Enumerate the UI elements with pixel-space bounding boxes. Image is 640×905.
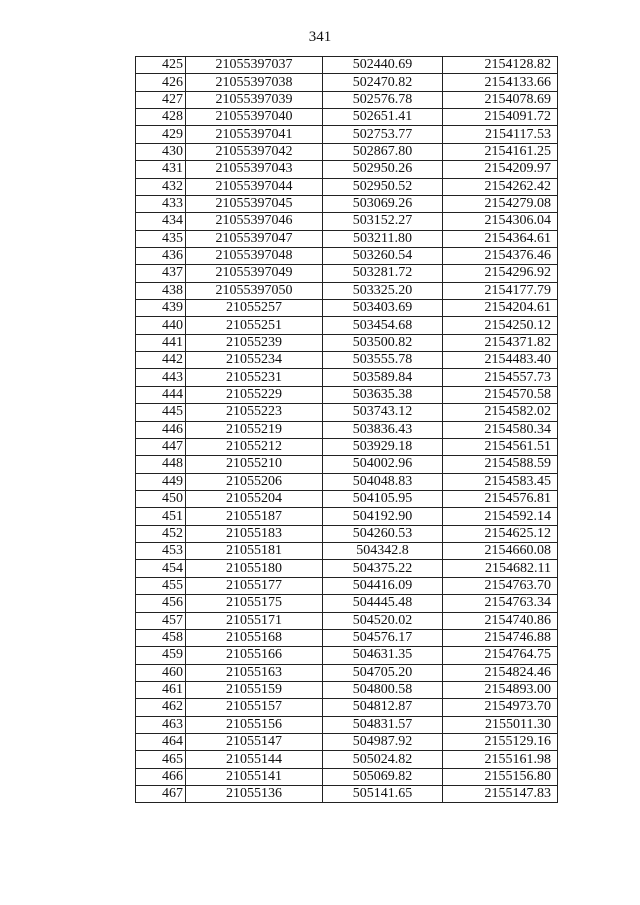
x-coordinate-cell: 503325.20 (323, 282, 443, 299)
x-coordinate-cell: 503555.78 (323, 352, 443, 369)
row-number-cell: 447 (136, 438, 186, 455)
table-row (136, 386, 558, 403)
x-coordinate-cell: 502950.52 (323, 178, 443, 195)
y-coordinate-cell: 2154824.46 (443, 664, 558, 681)
id-code-cell: 21055397048 (186, 247, 323, 264)
id-code-cell: 21055180 (186, 560, 323, 577)
id-code-cell: 21055397041 (186, 126, 323, 143)
y-coordinate-cell: 2154576.81 (443, 490, 558, 507)
y-coordinate-cell: 2154973.70 (443, 699, 558, 716)
x-coordinate-cell: 503069.26 (323, 195, 443, 212)
y-coordinate-cell: 2154306.04 (443, 213, 558, 230)
id-code-cell: 21055257 (186, 300, 323, 317)
row-number-cell: 461 (136, 681, 186, 698)
id-code-cell: 21055204 (186, 490, 323, 507)
x-coordinate-cell: 502950.26 (323, 161, 443, 178)
x-coordinate-cell: 504800.58 (323, 681, 443, 698)
table-row (136, 768, 558, 785)
table-row (136, 91, 558, 108)
id-code-cell: 21055183 (186, 525, 323, 542)
id-code-cell: 21055397043 (186, 161, 323, 178)
table-row (136, 647, 558, 664)
y-coordinate-cell: 2154570.58 (443, 386, 558, 403)
table-row (136, 300, 558, 317)
y-coordinate-cell: 2154483.40 (443, 352, 558, 369)
id-code-cell: 21055177 (186, 577, 323, 594)
row-number-cell: 450 (136, 490, 186, 507)
table-row (136, 560, 558, 577)
id-code-cell: 21055163 (186, 664, 323, 681)
y-coordinate-cell: 2154117.53 (443, 126, 558, 143)
table-row (136, 490, 558, 507)
row-number-cell: 427 (136, 91, 186, 108)
id-code-cell: 21055144 (186, 751, 323, 768)
id-code-cell: 21055397045 (186, 195, 323, 212)
id-code-cell: 21055231 (186, 369, 323, 386)
row-number-cell: 456 (136, 595, 186, 612)
row-number-cell: 426 (136, 74, 186, 91)
table-row (136, 681, 558, 698)
row-number-cell: 449 (136, 473, 186, 490)
y-coordinate-cell: 2154204.61 (443, 300, 558, 317)
y-coordinate-cell: 2154128.82 (443, 57, 558, 74)
id-code-cell: 21055251 (186, 317, 323, 334)
x-coordinate-cell: 503500.82 (323, 334, 443, 351)
row-number-cell: 463 (136, 716, 186, 733)
id-code-cell: 21055397040 (186, 109, 323, 126)
table-row (136, 612, 558, 629)
id-code-cell: 21055397037 (186, 57, 323, 74)
id-code-cell: 21055181 (186, 543, 323, 560)
table-row (136, 265, 558, 282)
x-coordinate-cell: 504705.20 (323, 664, 443, 681)
y-coordinate-cell: 2154091.72 (443, 109, 558, 126)
id-code-cell: 21055206 (186, 473, 323, 490)
y-coordinate-cell: 2154682.11 (443, 560, 558, 577)
row-number-cell: 442 (136, 352, 186, 369)
x-coordinate-cell: 504416.09 (323, 577, 443, 594)
table-row (136, 473, 558, 490)
table-row (136, 421, 558, 438)
y-coordinate-cell: 2154746.88 (443, 629, 558, 646)
table-row (136, 734, 558, 751)
row-number-cell: 425 (136, 57, 186, 74)
table-row (136, 74, 558, 91)
y-coordinate-cell: 2154557.73 (443, 369, 558, 386)
id-code-cell: 21055136 (186, 786, 323, 803)
id-code-cell: 21055187 (186, 508, 323, 525)
table-row (136, 629, 558, 646)
x-coordinate-cell: 503281.72 (323, 265, 443, 282)
row-number-cell: 438 (136, 282, 186, 299)
y-coordinate-cell: 2155156.80 (443, 768, 558, 785)
row-number-cell: 465 (136, 751, 186, 768)
y-coordinate-cell: 2154364.61 (443, 230, 558, 247)
table-row (136, 751, 558, 768)
row-number-cell: 440 (136, 317, 186, 334)
x-coordinate-cell: 504375.22 (323, 560, 443, 577)
y-coordinate-cell: 2154763.70 (443, 577, 558, 594)
y-coordinate-cell: 2155161.98 (443, 751, 558, 768)
y-coordinate-cell: 2154250.12 (443, 317, 558, 334)
table-row (136, 525, 558, 542)
y-coordinate-cell: 2154764.75 (443, 647, 558, 664)
row-number-cell: 458 (136, 629, 186, 646)
row-number-cell: 459 (136, 647, 186, 664)
x-coordinate-cell: 503589.84 (323, 369, 443, 386)
row-number-cell: 444 (136, 386, 186, 403)
id-code-cell: 21055397039 (186, 91, 323, 108)
table-row (136, 126, 558, 143)
y-coordinate-cell: 2154209.97 (443, 161, 558, 178)
row-number-cell: 441 (136, 334, 186, 351)
x-coordinate-cell: 503454.68 (323, 317, 443, 334)
table-row (136, 213, 558, 230)
table-row (136, 438, 558, 455)
y-coordinate-cell: 2154740.86 (443, 612, 558, 629)
x-coordinate-cell: 503260.54 (323, 247, 443, 264)
x-coordinate-cell: 503211.80 (323, 230, 443, 247)
row-number-cell: 462 (136, 699, 186, 716)
x-coordinate-cell: 504831.57 (323, 716, 443, 733)
table-row (136, 786, 558, 803)
id-code-cell: 21055239 (186, 334, 323, 351)
id-code-cell: 21055397044 (186, 178, 323, 195)
y-coordinate-cell: 2154561.51 (443, 438, 558, 455)
id-code-cell: 21055156 (186, 716, 323, 733)
id-code-cell: 21055397049 (186, 265, 323, 282)
x-coordinate-cell: 502470.82 (323, 74, 443, 91)
coordinates-table-body (136, 57, 558, 803)
x-coordinate-cell: 504048.83 (323, 473, 443, 490)
x-coordinate-cell: 504631.35 (323, 647, 443, 664)
x-coordinate-cell: 503635.38 (323, 386, 443, 403)
y-coordinate-cell: 2154660.08 (443, 543, 558, 560)
y-coordinate-cell: 2154078.69 (443, 91, 558, 108)
row-number-cell: 439 (136, 300, 186, 317)
row-number-cell: 428 (136, 109, 186, 126)
x-coordinate-cell: 505069.82 (323, 768, 443, 785)
x-coordinate-cell: 504342.8 (323, 543, 443, 560)
table-row (136, 282, 558, 299)
y-coordinate-cell: 2154582.02 (443, 404, 558, 421)
id-code-cell: 21055223 (186, 404, 323, 421)
x-coordinate-cell: 503152.27 (323, 213, 443, 230)
table-row (136, 352, 558, 369)
id-code-cell: 21055159 (186, 681, 323, 698)
y-coordinate-cell: 2154133.66 (443, 74, 558, 91)
page-number: 341 (308, 29, 332, 45)
id-code-cell: 21055175 (186, 595, 323, 612)
row-number-cell: 445 (136, 404, 186, 421)
table-row (136, 508, 558, 525)
table-row (136, 109, 558, 126)
x-coordinate-cell: 504812.87 (323, 699, 443, 716)
table-row (136, 577, 558, 594)
row-number-cell: 455 (136, 577, 186, 594)
id-code-cell: 21055168 (186, 629, 323, 646)
id-code-cell: 21055147 (186, 734, 323, 751)
row-number-cell: 467 (136, 786, 186, 803)
x-coordinate-cell: 504002.96 (323, 456, 443, 473)
row-number-cell: 433 (136, 195, 186, 212)
y-coordinate-cell: 2154580.34 (443, 421, 558, 438)
x-coordinate-cell: 503743.12 (323, 404, 443, 421)
id-code-cell: 21055171 (186, 612, 323, 629)
row-number-cell: 443 (136, 369, 186, 386)
row-number-cell: 457 (136, 612, 186, 629)
y-coordinate-cell: 2154296.92 (443, 265, 558, 282)
row-number-cell: 464 (136, 734, 186, 751)
table-row (136, 317, 558, 334)
row-number-cell: 429 (136, 126, 186, 143)
table-row (136, 456, 558, 473)
table-row (136, 334, 558, 351)
table-row (136, 247, 558, 264)
coordinates-table (135, 56, 558, 803)
x-coordinate-cell: 502753.77 (323, 126, 443, 143)
id-code-cell: 21055229 (186, 386, 323, 403)
row-number-cell: 432 (136, 178, 186, 195)
y-coordinate-cell: 2155147.83 (443, 786, 558, 803)
table-row (136, 664, 558, 681)
row-number-cell: 454 (136, 560, 186, 577)
row-number-cell: 431 (136, 161, 186, 178)
x-coordinate-cell: 503929.18 (323, 438, 443, 455)
id-code-cell: 21055397050 (186, 282, 323, 299)
id-code-cell: 21055219 (186, 421, 323, 438)
table-row (136, 595, 558, 612)
row-number-cell: 446 (136, 421, 186, 438)
y-coordinate-cell: 2154262.42 (443, 178, 558, 195)
table-row (136, 57, 558, 74)
id-code-cell: 21055397038 (186, 74, 323, 91)
id-code-cell: 21055212 (186, 438, 323, 455)
id-code-cell: 21055166 (186, 647, 323, 664)
y-coordinate-cell: 2154625.12 (443, 525, 558, 542)
x-coordinate-cell: 504105.95 (323, 490, 443, 507)
x-coordinate-cell: 503836.43 (323, 421, 443, 438)
row-number-cell: 448 (136, 456, 186, 473)
id-code-cell: 21055397042 (186, 143, 323, 160)
table-row (136, 404, 558, 421)
id-code-cell: 21055397047 (186, 230, 323, 247)
x-coordinate-cell: 504987.92 (323, 734, 443, 751)
row-number-cell: 453 (136, 543, 186, 560)
table-row (136, 716, 558, 733)
row-number-cell: 436 (136, 247, 186, 264)
y-coordinate-cell: 2154177.79 (443, 282, 558, 299)
row-number-cell: 434 (136, 213, 186, 230)
y-coordinate-cell: 2154588.59 (443, 456, 558, 473)
table-row (136, 369, 558, 386)
row-number-cell: 437 (136, 265, 186, 282)
table-row (136, 230, 558, 247)
id-code-cell: 21055234 (186, 352, 323, 369)
id-code-cell: 21055210 (186, 456, 323, 473)
x-coordinate-cell: 504576.17 (323, 629, 443, 646)
x-coordinate-cell: 504192.90 (323, 508, 443, 525)
x-coordinate-cell: 504445.48 (323, 595, 443, 612)
y-coordinate-cell: 2154763.34 (443, 595, 558, 612)
row-number-cell: 452 (136, 525, 186, 542)
x-coordinate-cell: 503403.69 (323, 300, 443, 317)
row-number-cell: 460 (136, 664, 186, 681)
x-coordinate-cell: 504260.53 (323, 525, 443, 542)
x-coordinate-cell: 502867.80 (323, 143, 443, 160)
y-coordinate-cell: 2154583.45 (443, 473, 558, 490)
y-coordinate-cell: 2154161.25 (443, 143, 558, 160)
x-coordinate-cell: 502576.78 (323, 91, 443, 108)
id-code-cell: 21055141 (186, 768, 323, 785)
y-coordinate-cell: 2155129.16 (443, 734, 558, 751)
x-coordinate-cell: 502440.69 (323, 57, 443, 74)
table-row (136, 195, 558, 212)
table-row (136, 699, 558, 716)
id-code-cell: 21055397046 (186, 213, 323, 230)
table-row (136, 161, 558, 178)
y-coordinate-cell: 2155011.30 (443, 716, 558, 733)
row-number-cell: 430 (136, 143, 186, 160)
table-row (136, 143, 558, 160)
y-coordinate-cell: 2154371.82 (443, 334, 558, 351)
x-coordinate-cell: 505141.65 (323, 786, 443, 803)
y-coordinate-cell: 2154279.08 (443, 195, 558, 212)
row-number-cell: 451 (136, 508, 186, 525)
x-coordinate-cell: 502651.41 (323, 109, 443, 126)
y-coordinate-cell: 2154376.46 (443, 247, 558, 264)
row-number-cell: 466 (136, 768, 186, 785)
x-coordinate-cell: 505024.82 (323, 751, 443, 768)
x-coordinate-cell: 504520.02 (323, 612, 443, 629)
id-code-cell: 21055157 (186, 699, 323, 716)
table-row (136, 178, 558, 195)
row-number-cell: 435 (136, 230, 186, 247)
y-coordinate-cell: 2154592.14 (443, 508, 558, 525)
table-row (136, 543, 558, 560)
y-coordinate-cell: 2154893.00 (443, 681, 558, 698)
